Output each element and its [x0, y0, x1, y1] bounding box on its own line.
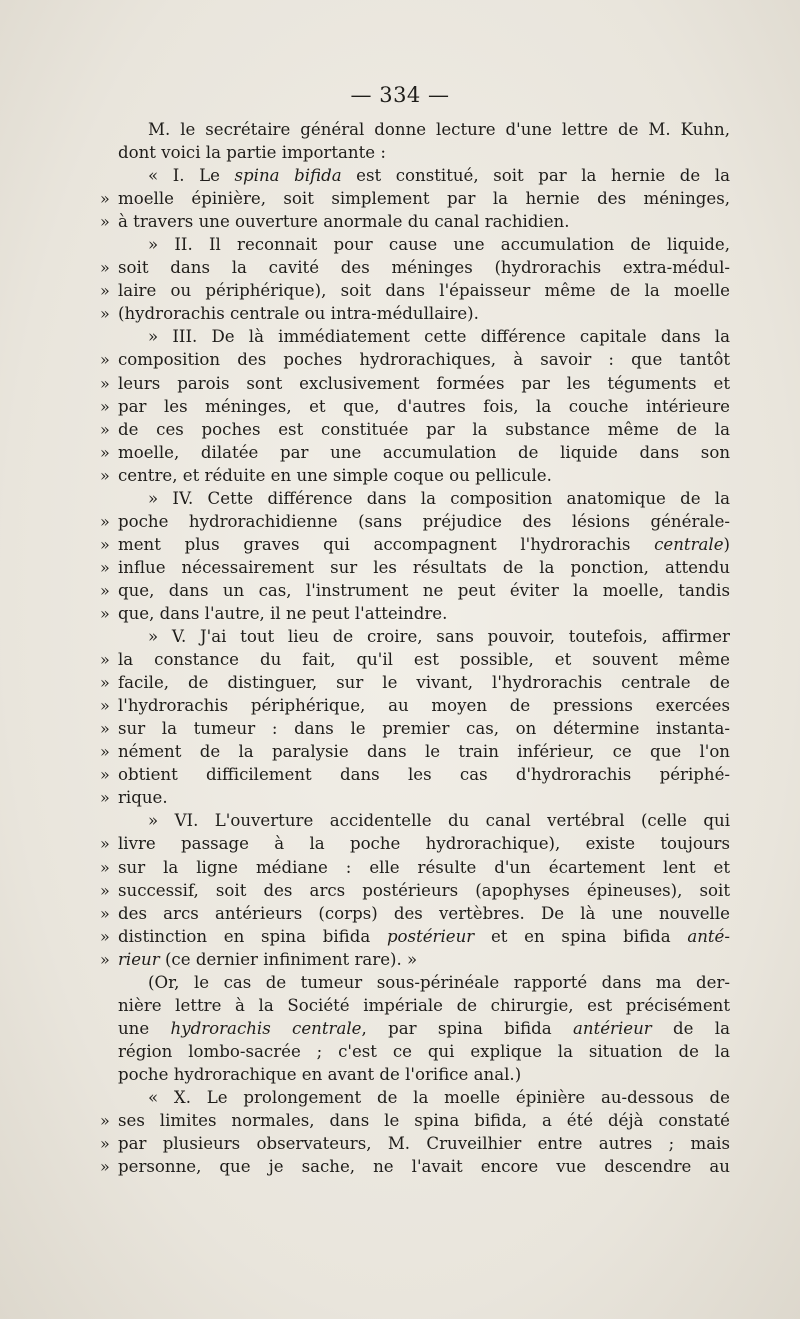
text-line — [100, 879, 730, 902]
text-line — [100, 740, 730, 763]
line-text: par plusieurs observateurs, M. Cruveilhier entre autres ; mais — [118, 1134, 730, 1154]
text-line — [118, 809, 730, 832]
page-number: — 334 — — [350, 83, 450, 107]
line-text: laire ou périphérique), soit dans l'épaisseur même de la moelle — [118, 281, 730, 301]
line-text: à travers une ouverture anormale du canal rachidien. — [118, 212, 570, 232]
text-line — [100, 832, 730, 855]
quote-mark: » — [100, 1157, 110, 1177]
quote-mark: » — [100, 1134, 110, 1154]
text-line — [118, 118, 730, 141]
text-line — [100, 464, 730, 487]
text-line — [118, 1017, 730, 1040]
text-line — [100, 717, 730, 740]
line-text: » VI. L'ouverture accidentelle du canal vertébral (celle qui — [148, 811, 730, 831]
line-text: nément de la paralysie dans le train inférieur, ce que l'on — [118, 742, 730, 762]
text-line — [100, 556, 730, 579]
quote-mark: » — [100, 788, 110, 808]
line-text: que, dans un cas, l'instrument ne peut éviter la moelle, tandis — [118, 580, 730, 600]
line-text: livre passage à la poche hydrorachique), existe toujours — [118, 834, 730, 854]
quote-mark: » — [100, 281, 110, 301]
line-text: des arcs antérieurs (corps) des vertèbres. De là une nouvelle — [118, 903, 730, 923]
quote-mark: » — [100, 580, 110, 600]
line-text: influe nécessairement sur les résultats de la ponction, attendu — [118, 557, 730, 577]
text-line — [118, 1086, 730, 1109]
quote-mark: » — [100, 212, 110, 232]
line-text: région lombo-sacrée ; c'est ce qui explique la situation de la — [118, 1041, 730, 1061]
text-line — [100, 856, 730, 879]
text-line — [100, 279, 730, 302]
line-text: obtient difficilement dans les cas d'hydrorachis périphé- — [118, 765, 730, 785]
line-text: successif, soit des arcs postérieurs (apophyses épineuses), soit — [118, 880, 730, 900]
line-text: ses limites normales, dans le spina bifida, a été déjà constaté — [118, 1111, 730, 1131]
quote-mark: » — [100, 465, 110, 485]
quote-mark: » — [100, 534, 110, 554]
line-text: la constance du fait, qu'il est possible, et souvent même — [118, 650, 730, 670]
line-text: sur la ligne médiane : elle résulte d'un écartement lent et — [118, 857, 730, 877]
quote-mark: » — [100, 350, 110, 370]
text-line — [100, 256, 730, 279]
quote-mark: » — [100, 189, 110, 209]
quote-mark: » — [100, 719, 110, 739]
line-text: M. le secrétaire général donne lecture d'une lettre de M. Kuhn, — [148, 120, 730, 139]
line-text: moelle épinière, soit simplement par la hernie des méninges, — [118, 189, 730, 209]
text-line — [100, 1155, 730, 1178]
quote-mark: » — [100, 373, 110, 393]
text-line — [118, 233, 730, 256]
line-text: moelle, dilatée par une accumulation de liquide dans son — [118, 442, 730, 462]
line-text: poche hydrorachique en avant de l'orifice anal.) — [118, 1064, 522, 1084]
line-text: dont voici la partie importante : — [118, 143, 386, 163]
text-line — [118, 141, 730, 164]
line-text: ment plus graves qui accompagnent l'hydrorachis centrale) — [118, 534, 730, 554]
text-line — [100, 533, 730, 556]
quote-mark: » — [100, 765, 110, 785]
line-text: nière lettre à la Société impériale de chirurgie, est précisément — [118, 995, 730, 1015]
quote-mark: » — [100, 442, 110, 462]
text-line — [118, 487, 730, 510]
quote-mark: » — [100, 696, 110, 716]
quote-mark: » — [100, 396, 110, 416]
text-line — [100, 602, 730, 625]
quote-mark: » — [100, 926, 110, 946]
text-line — [118, 164, 730, 187]
line-text: » V. J'ai tout lieu de croire, sans pouvoir, toutefois, affirmer — [148, 627, 730, 647]
text-line — [100, 925, 730, 948]
quote-mark: » — [100, 304, 110, 324]
line-text: personne, que je sache, ne l'avait encore vue descendre au — [118, 1157, 730, 1177]
line-text: soit dans la cavité des méninges (hydrorachis extra-médul- — [118, 258, 730, 278]
line-text: centre, et réduite en une simple coque ou pellicule. — [118, 465, 552, 485]
text-line — [100, 579, 730, 602]
quote-mark: » — [100, 258, 110, 278]
quote-mark: » — [100, 834, 110, 854]
text-line — [100, 302, 730, 325]
line-text: facile, de distinguer, sur le vivant, l'hydrorachis centrale de — [118, 673, 730, 693]
line-text: composition des poches hydrorachiques, à savoir : que tantôt — [118, 350, 730, 370]
line-text: sur la tumeur : dans le premier cas, on détermine instanta- — [118, 719, 730, 739]
quote-mark: » — [100, 742, 110, 762]
text-line — [118, 325, 730, 348]
quote-mark: » — [100, 650, 110, 670]
quote-mark: » — [100, 880, 110, 900]
line-text: rique. — [118, 788, 168, 808]
line-text: « I. Le spina bifida est constitué, soit par la hernie de la — [148, 166, 731, 186]
line-text: » III. De là immédiatement cette différence capitale dans la — [148, 327, 730, 347]
text-line — [100, 694, 730, 717]
quote-mark: » — [100, 511, 110, 531]
quote-mark: » — [100, 1111, 110, 1131]
text-line — [118, 625, 730, 648]
line-text: poche hydrorachidienne (sans préjudice des lésions générale- — [118, 511, 730, 531]
text-line — [100, 671, 730, 694]
text-line — [100, 210, 730, 233]
line-text: leurs parois sont exclusivement formées par les téguments et — [118, 373, 730, 393]
text-line — [100, 786, 730, 809]
line-text: une hydrorachis centrale, par spina bifida antérieur de la — [118, 1018, 730, 1038]
quote-mark: » — [100, 949, 110, 969]
text-line — [118, 994, 730, 1017]
line-text: « X. Le prolongement de la moelle épinière au-dessous de — [148, 1087, 730, 1107]
text-line — [118, 1040, 730, 1063]
text-line — [100, 948, 730, 971]
line-text: que, dans l'autre, il ne peut l'atteindre. — [118, 603, 448, 623]
body-text — [100, 118, 731, 1178]
text-line — [118, 971, 730, 994]
line-text: » IV. Cette différence dans la composition anatomique de la — [148, 488, 730, 508]
quote-mark: » — [100, 603, 110, 623]
text-line — [100, 763, 730, 786]
quote-mark: » — [100, 673, 110, 693]
text-line — [100, 441, 730, 464]
text-line — [100, 1132, 730, 1155]
text-line — [118, 1063, 730, 1086]
line-text: rieur (ce dernier infiniment rare). » — [118, 949, 418, 969]
text-line — [100, 372, 730, 395]
quote-mark: » — [100, 903, 110, 923]
text-line — [100, 1109, 730, 1132]
text-line — [100, 418, 730, 441]
quote-mark: » — [100, 857, 110, 877]
line-text: distinction en spina bifida postérieur et en spina bifida anté- — [118, 926, 730, 946]
text-line — [100, 648, 730, 671]
line-text: (hydrorachis centrale ou intra-médullaire). — [118, 304, 479, 324]
line-text: (Or, le cas de tumeur sous-périnéale rapporté dans ma der- — [148, 972, 730, 992]
quote-mark: » — [100, 419, 110, 439]
quote-mark: » — [100, 557, 110, 577]
text-line — [100, 510, 730, 533]
line-text: par les méninges, et que, d'autres fois, la couche intérieure — [118, 396, 730, 416]
line-text: de ces poches est constituée par la substance même de la — [118, 419, 730, 439]
line-text: l'hydrorachis périphérique, au moyen de pressions exercées — [118, 696, 730, 716]
text-line — [100, 348, 730, 371]
text-line — [100, 395, 730, 418]
text-line — [100, 902, 730, 925]
line-text: » II. Il reconnait pour cause une accumulation de liquide, — [148, 235, 730, 255]
text-line — [100, 187, 730, 210]
